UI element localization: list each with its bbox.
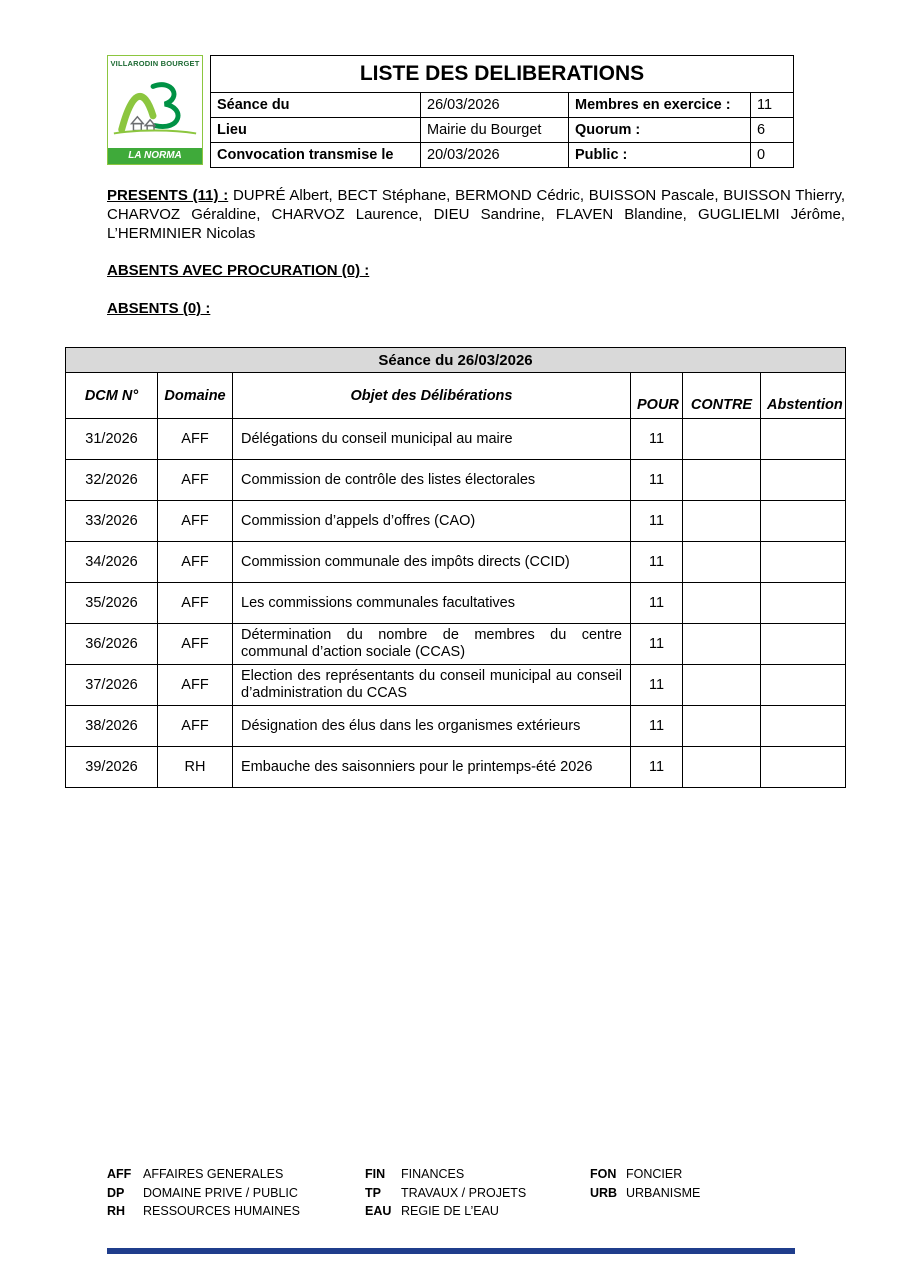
legend-code: RH (107, 1204, 126, 1218)
domaine-cell: AFF (158, 419, 233, 460)
objet-cell: Commission de contrôle des listes électorales (233, 460, 631, 501)
objet-cell: Commission d’appels d’offres (CAO) (233, 501, 631, 542)
pour-cell: 11 (631, 665, 683, 706)
pour-cell: 11 (631, 542, 683, 583)
legend-item (365, 1165, 526, 1184)
deliberation-row (66, 706, 846, 747)
quorum-label: Quorum : (569, 118, 751, 143)
convocation-value: 20/03/2026 (421, 143, 569, 168)
objet-cell: Election des représentants du conseil municipal au conseil d’administration du CCAS (233, 665, 631, 706)
legend-item (590, 1184, 700, 1203)
legend-column-2 (365, 1165, 526, 1221)
pour-cell: 11 (631, 583, 683, 624)
dcm-cell: 37/2026 (66, 665, 158, 706)
contre-cell (683, 665, 761, 706)
pour-cell: 11 (631, 460, 683, 501)
commune-logo (107, 55, 203, 165)
table-caption: Séance du 26/03/2026 (66, 348, 846, 373)
legend-code: URB (590, 1185, 618, 1200)
absents-heading: ABSENTS (0) : (107, 300, 211, 317)
seance-du-value: 26/03/2026 (421, 93, 569, 118)
objet-cell: Commission communale des impôts directs (CCID) (233, 542, 631, 583)
objet-cell: Désignation des élus dans les organismes extérieurs (233, 706, 631, 747)
header-abstention: Abstention (761, 373, 846, 419)
deliberations-table (65, 347, 846, 788)
public-label: Public : (569, 143, 751, 168)
legend-code: AFF (107, 1167, 132, 1181)
legend-label: AFFAIRES GENERALES (143, 1167, 284, 1181)
deliberation-row (66, 501, 846, 542)
membres-exercice-value: 11 (751, 93, 794, 118)
domaine-cell: AFF (158, 706, 233, 747)
abstention-cell (761, 460, 846, 501)
contre-cell (683, 419, 761, 460)
domaine-cell: AFF (158, 665, 233, 706)
legend-column-1 (107, 1165, 300, 1221)
abstention-cell (761, 542, 846, 583)
domaine-cell: AFF (158, 501, 233, 542)
deliberation-row (66, 542, 846, 583)
dcm-cell: 31/2026 (66, 419, 158, 460)
legend-item (365, 1202, 526, 1221)
abstention-cell (761, 706, 846, 747)
logo-la-norma-banner: LA NORMA (108, 148, 202, 164)
contre-cell (683, 542, 761, 583)
contre-cell (683, 747, 761, 788)
deliberation-row (66, 583, 846, 624)
header-domaine: Domaine (158, 373, 233, 419)
header-row-convocation (211, 143, 794, 168)
domaine-cell: RH (158, 747, 233, 788)
objet-cell: Embauche des saisonniers pour le printemps-été 2026 (233, 747, 631, 788)
presents-paragraph (107, 186, 845, 243)
legend-code: FIN (365, 1167, 386, 1181)
legend-label: URBANISME (626, 1185, 701, 1200)
abstention-cell (761, 583, 846, 624)
contre-cell (683, 501, 761, 542)
page-title: LISTE DES DELIBERATIONS (211, 56, 794, 93)
legend-label: RESSOURCES HUMAINES (143, 1204, 300, 1218)
legend-item (590, 1165, 700, 1184)
public-value: 0 (751, 143, 794, 168)
legend-column-3 (590, 1165, 700, 1202)
pour-cell: 11 (631, 501, 683, 542)
abstention-cell (761, 747, 846, 788)
domaine-cell: AFF (158, 460, 233, 501)
abstention-cell (761, 419, 846, 460)
presents-names: DUPRÉ Albert, BECT Stéphane, BERMOND Cédric, BUISSON Pascale, BUISSON Thierry, CHARVOZ Géraldine, CHARVOZ Laurence, DIEU Sandrine, FLAVEN Blandine, GUGLIELMI Jérôme, L’HERMINIER Nicolas (107, 187, 845, 242)
deliberation-row (66, 624, 846, 665)
legend-item (107, 1202, 300, 1221)
header-contre: CONTRE (683, 373, 761, 419)
dcm-cell: 34/2026 (66, 542, 158, 583)
header-pour: POUR (631, 373, 683, 419)
deliberation-row (66, 665, 846, 706)
legend-label: DOMAINE PRIVE / PUBLIC (143, 1185, 298, 1200)
domaine-cell: AFF (158, 624, 233, 665)
legend-label: FONCIER (626, 1167, 683, 1181)
convocation-label: Convocation transmise le (211, 143, 421, 168)
dcm-cell: 35/2026 (66, 583, 158, 624)
footer-bar (107, 1248, 795, 1254)
quorum-value: 6 (751, 118, 794, 143)
domaine-cell: AFF (158, 583, 233, 624)
domain-legend (107, 1165, 827, 1225)
deliberation-row (66, 747, 846, 788)
header-row-seance (211, 93, 794, 118)
contre-cell (683, 460, 761, 501)
contre-cell (683, 706, 761, 747)
table-header-row (66, 373, 846, 419)
header-objet: Objet des Délibérations (233, 373, 631, 419)
pour-cell: 11 (631, 706, 683, 747)
dcm-cell: 32/2026 (66, 460, 158, 501)
lieu-value: Mairie du Bourget (421, 118, 569, 143)
dcm-cell: 33/2026 (66, 501, 158, 542)
dcm-cell: 36/2026 (66, 624, 158, 665)
contre-cell (683, 583, 761, 624)
header-info-table (210, 55, 794, 168)
legend-item (365, 1184, 526, 1203)
dcm-cell: 38/2026 (66, 706, 158, 747)
legend-label: FINANCES (401, 1167, 465, 1181)
header-dcm: DCM N° (66, 373, 158, 419)
logo-commune-name: VILLARODIN BOURGET (110, 59, 200, 68)
deliberation-row (66, 460, 846, 501)
lieu-label: Lieu (211, 118, 421, 143)
pour-cell: 11 (631, 419, 683, 460)
abstention-cell (761, 501, 846, 542)
membres-exercice-label: Membres en exercice : (569, 93, 751, 118)
pour-cell: 11 (631, 747, 683, 788)
legend-code: DP (107, 1185, 125, 1200)
pour-cell: 11 (631, 624, 683, 665)
legend-code: FON (590, 1167, 617, 1181)
presents-label: PRESENTS (11) : (107, 187, 229, 204)
dcm-cell: 39/2026 (66, 747, 158, 788)
legend-code: EAU (365, 1204, 392, 1218)
table-caption-row (66, 348, 846, 373)
legend-item (107, 1165, 300, 1184)
seance-du-label: Séance du (211, 93, 421, 118)
objet-cell: Détermination du nombre de membres du centre communal d’action sociale (CCAS) (233, 624, 631, 665)
objet-cell: Les commissions communales facultatives (233, 583, 631, 624)
legend-item (107, 1184, 300, 1203)
legend-code: TP (365, 1185, 381, 1200)
logo-art-icon (108, 68, 202, 148)
abstention-cell (761, 665, 846, 706)
document-header (107, 55, 794, 168)
header-row-lieu (211, 118, 794, 143)
legend-label: REGIE DE L’EAU (401, 1204, 499, 1218)
contre-cell (683, 624, 761, 665)
absents-procuration-heading: ABSENTS AVEC PROCURATION (0) : (107, 262, 370, 279)
domaine-cell: AFF (158, 542, 233, 583)
legend-label: TRAVAUX / PROJETS (401, 1185, 527, 1200)
objet-cell: Délégations du conseil municipal au maire (233, 419, 631, 460)
abstention-cell (761, 624, 846, 665)
deliberation-row (66, 419, 846, 460)
